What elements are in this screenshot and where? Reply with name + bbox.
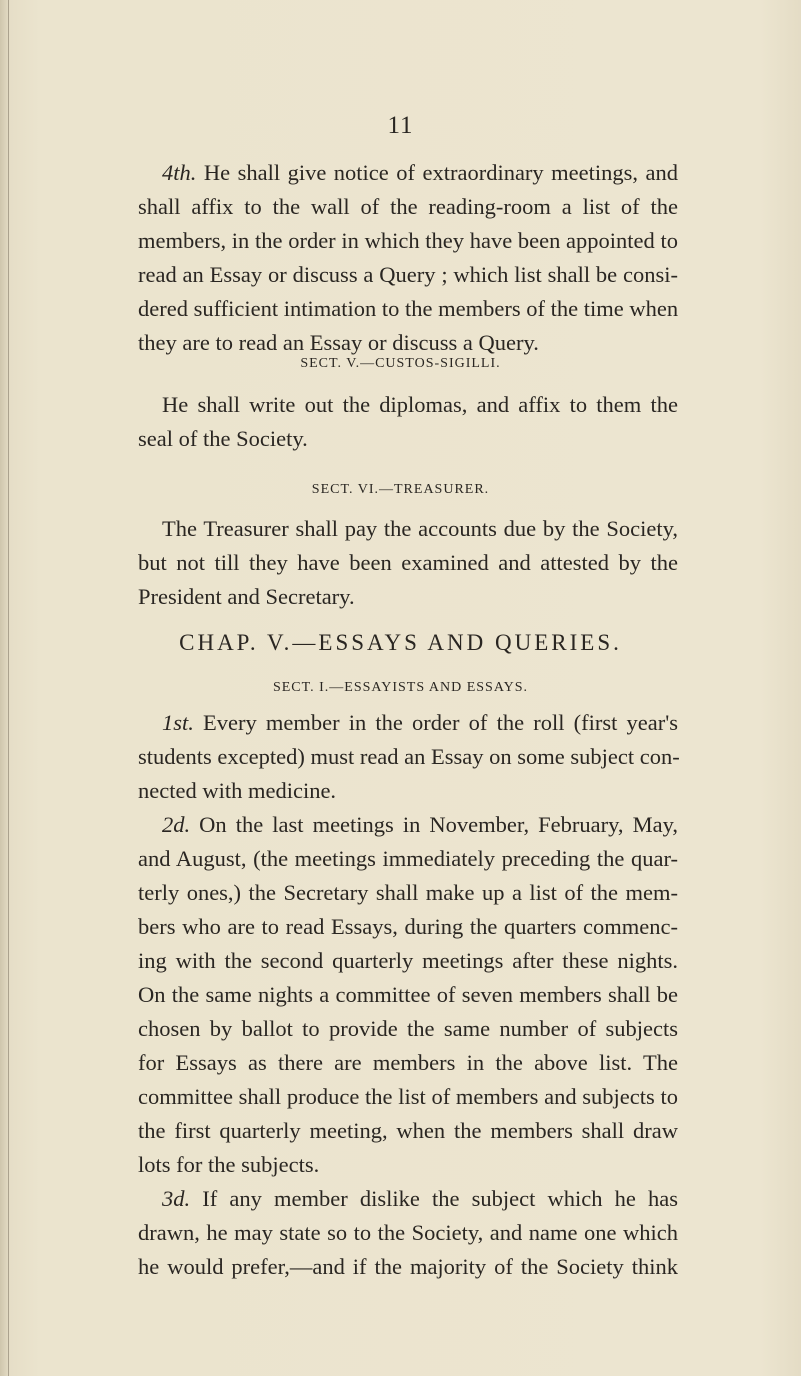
paragraph-1st (138, 706, 678, 808)
text-line: committee shall produce the list of members and subjects to (138, 1084, 678, 1109)
text-line: students excepted) must read an Essay on some subject con- (138, 744, 680, 769)
page-number: 11 (387, 112, 414, 139)
text-line: and August, (the meetings immediately preceding the quar- (138, 846, 678, 871)
text-line: 4th. He shall give notice of extraordinary meetings, and (162, 160, 678, 185)
text-line: drawn, he may state so to the Society, and name one which (138, 1220, 678, 1245)
text-line: read an Essay or discuss a Query ; which list shall be consi- (138, 262, 678, 287)
text-line: dered sufficient intimation to the members of the time when (138, 296, 679, 321)
text-line: lots for the subjects. (138, 1152, 320, 1177)
text-line: for Essays as there are members in the above list. The (138, 1050, 678, 1075)
paragraph-3d (138, 1182, 678, 1284)
text-line: President and Secretary. (138, 584, 355, 609)
paragraph-lead: 2d. (162, 812, 191, 837)
paragraph-lead: 3d. (162, 1186, 191, 1211)
text-line: nected with medicine. (138, 778, 337, 803)
paragraph-lead: 4th. (162, 160, 197, 185)
paragraph-lead: 1st. (162, 710, 194, 735)
section-heading-custos-sigilli: SECT. V.—CUSTOS-SIGILLI. (300, 356, 501, 371)
text-line: 2d. On the last meetings in November, February, May, (162, 812, 678, 837)
text-line: 3d. If any member dislike the subject which he has (162, 1186, 678, 1211)
text-line: bers who are to read Essays, during the quarters commenc- (138, 914, 678, 939)
text-line: ing with the second quarterly meetings after these nights. (138, 948, 678, 973)
text-line: chosen by ballot to provide the same number of subjects (138, 1016, 678, 1041)
text-line: The Treasurer shall pay the accounts due by the Society, (162, 516, 678, 541)
text-line: shall affix to the wall of the reading-room a list of the (138, 194, 678, 219)
paragraph-custos-sigilli (138, 388, 678, 456)
text-line: he would prefer,—and if the majority of the Society think (138, 1254, 678, 1279)
text-line: On the same nights a committee of seven members shall be (138, 982, 678, 1007)
text-line: He shall write out the diplomas, and affix to them the (162, 392, 678, 417)
text-line: 1st. Every member in the order of the roll (first year's (162, 710, 678, 735)
text-line: members, in the order in which they have been appointed to (138, 228, 678, 253)
chapter-heading: CHAP. V.—ESSAYS AND QUERIES. (179, 630, 622, 655)
text-line: they are to read an Essay or discuss a Query. (138, 330, 539, 355)
text-line: seal of the Society. (138, 426, 308, 451)
paragraph-treasurer (138, 512, 678, 614)
paragraph-4th (138, 156, 678, 360)
section-heading-treasurer: SECT. VI.—TREASURER. (311, 482, 490, 497)
text-line: terly ones,) the Secretary shall make up a list of the mem- (138, 880, 678, 905)
text-line: the first quarterly meeting, when the members shall draw (138, 1118, 678, 1143)
paragraph-2d (138, 808, 678, 1182)
text-line: but not till they have been examined and attested by the (138, 550, 678, 575)
section-heading-essayists: SECT. I.—ESSAYISTS AND ESSAYS. (272, 680, 529, 695)
